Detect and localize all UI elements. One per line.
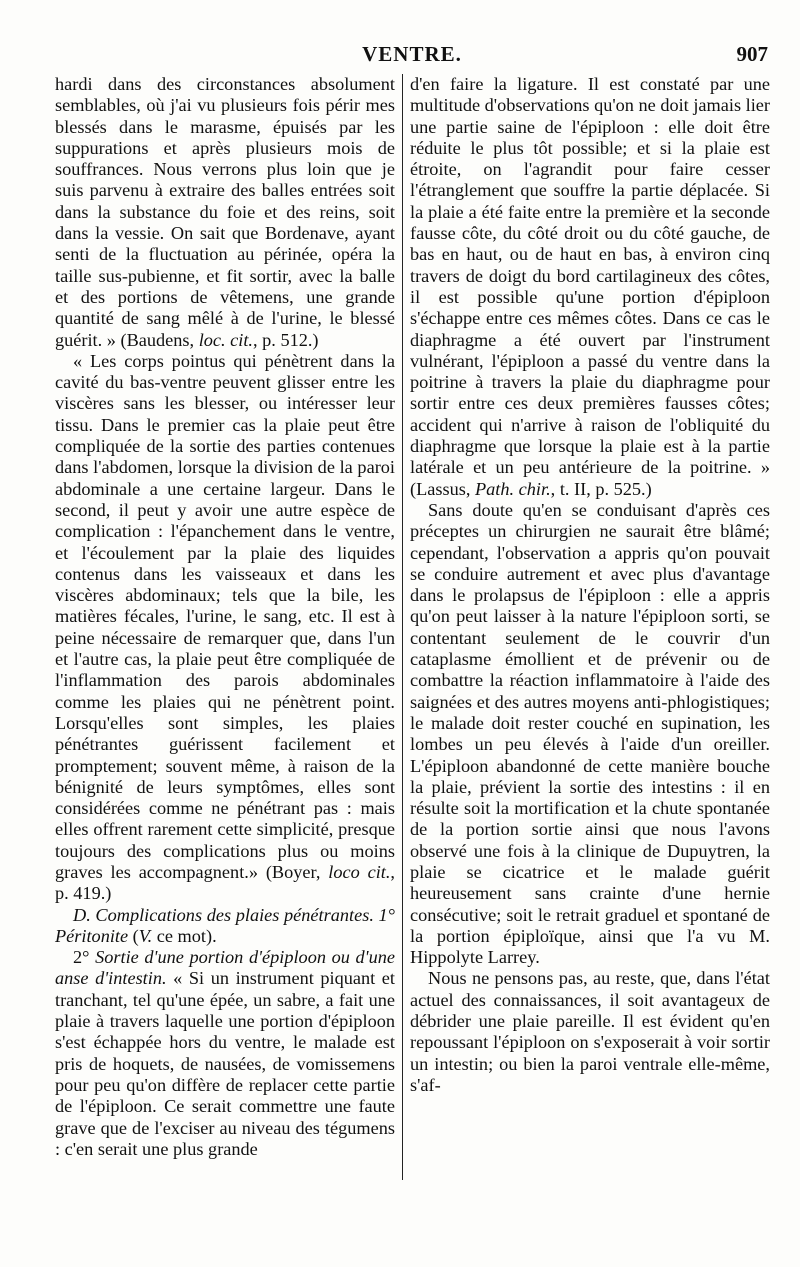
section-heading bbox=[55, 905, 395, 948]
citation: loc. cit. bbox=[198, 329, 254, 350]
heading-end: ce mot). bbox=[152, 925, 217, 946]
citation: loco cit. bbox=[328, 861, 391, 882]
cross-reference: V. bbox=[138, 925, 153, 946]
citation-page: , p. 512.) bbox=[253, 329, 319, 350]
left-column bbox=[55, 74, 395, 1160]
paragraph-text: « Si un instrument piquant et tranchant, tel qu'une épée, un sabre, a fait une plaie à travers laquelle une portion d'épiploon s'est échappée hors du ventre, le malade est pris de hoquets, de nausées, de vomissemens pour peu qu'on diffère de replacer cette partie de l'épiploon. Ce serait commettre une faute grave que de l'exciser au niveau des tégumens : c'en serait une plus grande bbox=[55, 968, 395, 1159]
paragraph: Nous ne pensons pas, au reste, que, dans l'état actuel des connaissances, il soit avantageux de débrider une plaie pareille. Il est évident qu'en repoussant l'épiploon on s'exposerait à voir sortir un intestin; ou bien la paroi ventrale elle-même, s'af- bbox=[410, 968, 770, 1095]
page-number: 907 bbox=[736, 42, 768, 66]
heading-text: D. Complications des plaies pénétrantes. 1° Péritonite bbox=[55, 904, 395, 946]
subsection-title: Sortie d'une portion d'épiploon ou d'une anse d'intestin. bbox=[55, 947, 395, 989]
paragraph: Sans doute qu'en se conduisant d'après ces préceptes un chirurgien ne saurait être blâmé; cependant, l'observation a appris qu'on pouvait se conduire autrement et avec plus d'avantage dans le prolapsus de l'épiploon : elle a appris qu'on peut laisser à la nature l'épiploon sorti, se contentant seulement de le couvrir d'un cataplasme émollient et de prévenir ou de combattre la réaction inflammatoire à l'aide des saignées et des autres moyens anti-phlogistiques; le malade doit rester couché en supination, les lombes un peu élevés à l'aide d'un oreiller. L'épiploon abandonné de cette manière bouche la plaie, prévient la sortie des intestins : il en résulte soit la mortification et la chute spontanée de la portion sortie ainsi que nous l'avons observé une fois à la clinique de Dupuytren, la plaie se cicatrice et le malade guérit heureusement sans crainte d'une hernie consécutive; soit le retrait graduel et spontané de la portion épiploïque, ainsi que l'a vu M. Hippolyte Larrey. bbox=[410, 499, 770, 968]
heading-paren: ( bbox=[128, 925, 139, 946]
right-column bbox=[410, 74, 770, 1096]
paragraph bbox=[55, 351, 395, 905]
citation-page: , t. II, p. 525.) bbox=[550, 478, 652, 499]
column-divider bbox=[402, 74, 403, 1180]
paragraph-text: « Les corps pointus qui pénètrent dans la cavité du bas-ventre peuvent glisser entre les viscères sans les blesser, ou intéresser leur tissu. Dans le premier cas la plaie peut être compliquée de la sortie des parties contenues dans l'abdomen, lorsque la division de la paroi abdominale a une certaine largeur. Dans le second, il peut y avoir une autre espèce de complication : l'épanchement dans le ventre, et l'écoulement par la plaie des liquides contenus dans les vaisseaux et dans les viscères abdominaux; tels que la bile, les matières fécales, l'urine, le sang, etc. Il est à peine nécessaire de remarquer que, dans l'un et l'autre cas, la plaie peut être compliquée de l'inflammation des parois abdominales comme les plaies qui ne pénètrent point. Lorsqu'elles sont simples, les plaies pénétrantes guérissent facilement et promptement; souvent même, à raison de la bénignité de leurs symptômes, elles sont considérées comme ne pénétrant pas : mais elles offrent rarement cette simplicité, presque toujours des complications plus ou moins graves les accompagnent.» (Boyer, bbox=[55, 350, 395, 882]
running-title: VENTRE. bbox=[362, 42, 462, 66]
paragraph-text: hardi dans des circonstances absolument semblables, où j'ai vu plusieurs fois périr mes blessés dans le marasme, épuisés par les suppurations et après plusieurs mois de souffrances. Nous verrons plus loin que je suis parvenu à extraire des balles entrées soit dans la substance du foie et des reins, soit dans la vessie. On sait que Bordenave, ayant senti de la fluctuation au périnée, opéra la taille sus-pubienne, et fit sortir, avec la balle et des portions de vêtemens, une grande quantité de sang mêlé à de l'urine, le blessé guérit. » (Baudens, bbox=[55, 74, 395, 350]
section-number: 2° bbox=[73, 947, 96, 968]
citation: Path. chir. bbox=[475, 478, 551, 499]
citation-page: , p. 419.) bbox=[55, 861, 395, 904]
paragraph-text: d'en faire la ligature. Il est constaté par une multitude d'observations qu'on ne doit jamais lier une partie saine de l'épiploon : elle doit être réduite le plus tôt possible; et si la plaie est étroite, on l'agrandit pour faire cesser l'étranglement que souffre la partie déplacée. Si la plaie a été faite entre la première et la seconde fausse côte, du côté droit ou du côté gauche, de bas en haut, ou de haut en bas, à environ cinq travers de doigt du bord cartilagineux des côtes, il est possible qu'une portion d'épiploon s'échappe entre ces mêmes côtes. Dans ce cas le diaphragme a été ouvert par l'instrument vulnérant, l'épiploon a passé du ventre dans la poitrine à travers la plaie du diaphragme pour sortir entre ces deux premières fausses côtes; accident qui n'arrive à raison de l'obliquité du diaphragme que lorsque la plaie est à la partie latérale et un peu antérieure de la poitrine. » (Lassus, bbox=[410, 74, 770, 499]
paragraph bbox=[55, 947, 395, 1160]
paragraph bbox=[55, 74, 395, 351]
paragraph bbox=[410, 74, 770, 500]
running-head bbox=[56, 42, 768, 72]
